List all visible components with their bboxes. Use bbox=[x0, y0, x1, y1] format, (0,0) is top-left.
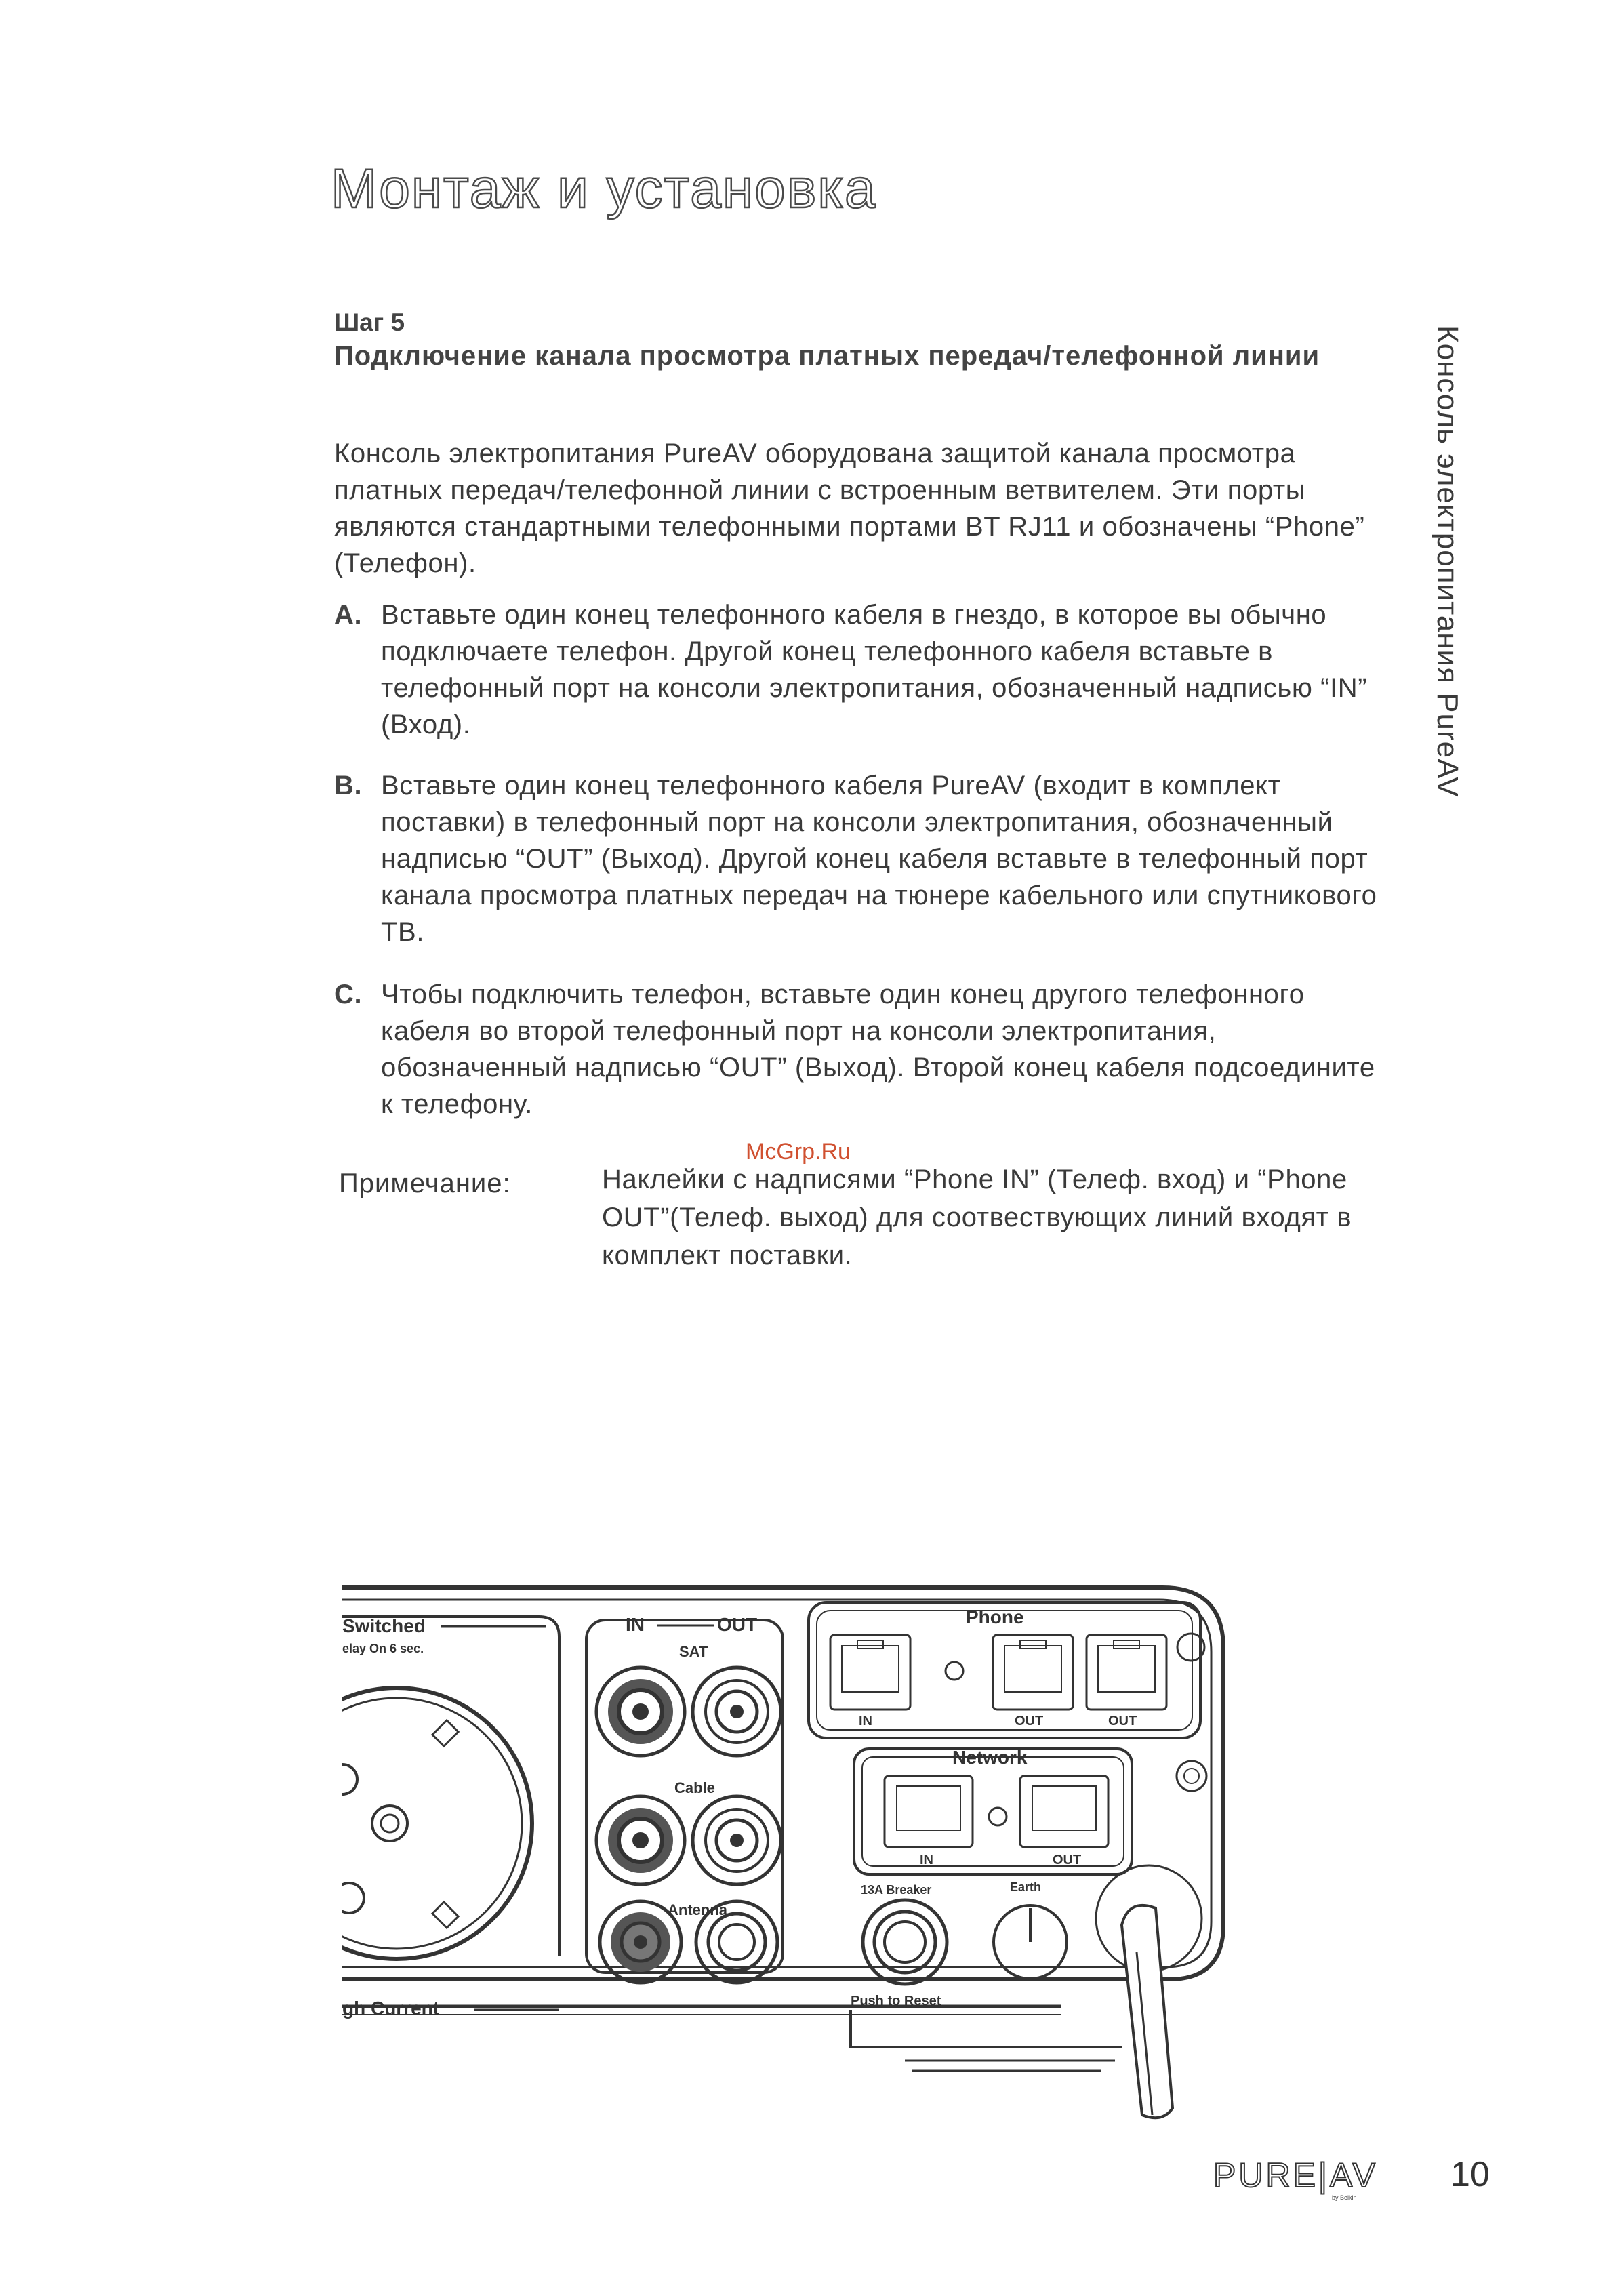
antenna-out-connector bbox=[696, 1901, 777, 1983]
cable-label: Cable bbox=[674, 1779, 715, 1796]
note-label: Примечание: bbox=[339, 1169, 511, 1198]
push-reset-label: Push to Reset bbox=[851, 1994, 941, 2008]
phone-label: Phone bbox=[966, 1607, 1024, 1628]
item-text: Вставьте один конец телефонного кабеля в гнездо, в которое вы обычно подключаете телефон. Другой конец телефонного кабеля вставьте в телефонный порт на консоли электропитания, обозначенный надписью “IN” (Вход). bbox=[381, 600, 1368, 740]
console-rear-panel-diagram bbox=[342, 1573, 1278, 2128]
phone-out-port-1 bbox=[993, 1635, 1073, 1710]
switched-label: Switched bbox=[342, 1615, 426, 1636]
sat-in-connector bbox=[596, 1668, 685, 1756]
phone-in-port bbox=[830, 1635, 910, 1710]
breaker-label: 13A Breaker bbox=[861, 1883, 932, 1897]
step-title: Подключение канала просмотра платных передач/телефонной линии bbox=[334, 341, 1320, 371]
page-title: Монтаж и установка bbox=[331, 158, 877, 220]
delay-label: elay On 6 sec. bbox=[342, 1642, 424, 1655]
item-text: Чтобы подключить телефон, вставьте один конец другого телефонного кабеля во второй телефонный порт на консоли электропитания, обозначенный надписью “OUT” (Выход). Второй конец кабеля подсоедините к телефону. bbox=[381, 979, 1375, 1119]
network-label: Network bbox=[952, 1747, 1028, 1768]
sat-label: SAT bbox=[679, 1643, 708, 1660]
high-current-label: gh Current bbox=[342, 1998, 440, 2019]
logo-subtitle: by Belkin bbox=[1332, 2194, 1357, 2201]
page-number: 10 bbox=[1450, 2155, 1490, 2194]
phone-out-label-1: OUT bbox=[1015, 1714, 1044, 1729]
antenna-label: Antenna bbox=[668, 1901, 727, 1918]
cable-out-connector bbox=[693, 1796, 781, 1884]
item-letter: C. bbox=[334, 979, 363, 1009]
network-out-port bbox=[1020, 1776, 1108, 1847]
earth-label: Earth bbox=[1010, 1880, 1042, 1894]
cable-in-connector bbox=[596, 1796, 685, 1884]
intro-paragraph: Консоль электропитания PureAV оборудована защитой канала просмотра платных передач/телефонной линии с встроенным ветвителем. Эти порты являются стандартными телефонными портами BT RJ11 и обозначены “Phone” (Телефон). bbox=[334, 439, 1365, 578]
list-item-c bbox=[334, 976, 1392, 1123]
antenna-in-connector bbox=[600, 1901, 681, 1983]
side-label bbox=[1430, 325, 1491, 800]
power-cord bbox=[1122, 1905, 1173, 2118]
phone-out-label-2: OUT bbox=[1108, 1714, 1137, 1729]
breaker-button[interactable] bbox=[863, 1900, 947, 1984]
network-in-label: IN bbox=[920, 1853, 933, 1867]
network-in-port bbox=[885, 1776, 973, 1847]
list-item-a bbox=[334, 597, 1392, 743]
phone-out-port-2 bbox=[1087, 1635, 1166, 1710]
av-in-label: IN bbox=[626, 1614, 645, 1635]
network-out-label: OUT bbox=[1053, 1853, 1082, 1867]
step-number: Шаг 5 bbox=[334, 308, 405, 336]
watermark: McGrp.Ru bbox=[746, 1139, 851, 1165]
pureav-logo: PURE|AV bbox=[1213, 2156, 1378, 2194]
item-letter: A. bbox=[334, 600, 363, 630]
item-text: Вставьте один конец телефонного кабеля PureAV (входит в комплект поставки) в телефонный порт на консоли электропитания, обозначенный надписью “OUT” (Выход). Другой конец кабеля вставьте в телефонный порт канала просмотра платных передач на тюнере кабельного или спутникового ТВ. bbox=[381, 771, 1377, 947]
list-item-b bbox=[334, 767, 1392, 950]
av-out-label: OUT bbox=[717, 1614, 758, 1635]
sat-out-connector bbox=[693, 1668, 781, 1756]
note-text: Наклейки с надписями “Phone IN” (Телеф. вход) и “Phone OUT”(Телеф. выход) для соотвествующих линий входят в комплект поставки. bbox=[602, 1165, 1352, 1270]
socket-hole bbox=[372, 1806, 407, 1841]
side-label-text: Консоль электропитания PureAV bbox=[1431, 325, 1464, 798]
item-letter: B. bbox=[334, 771, 363, 801]
phone-in-label: IN bbox=[859, 1714, 872, 1729]
